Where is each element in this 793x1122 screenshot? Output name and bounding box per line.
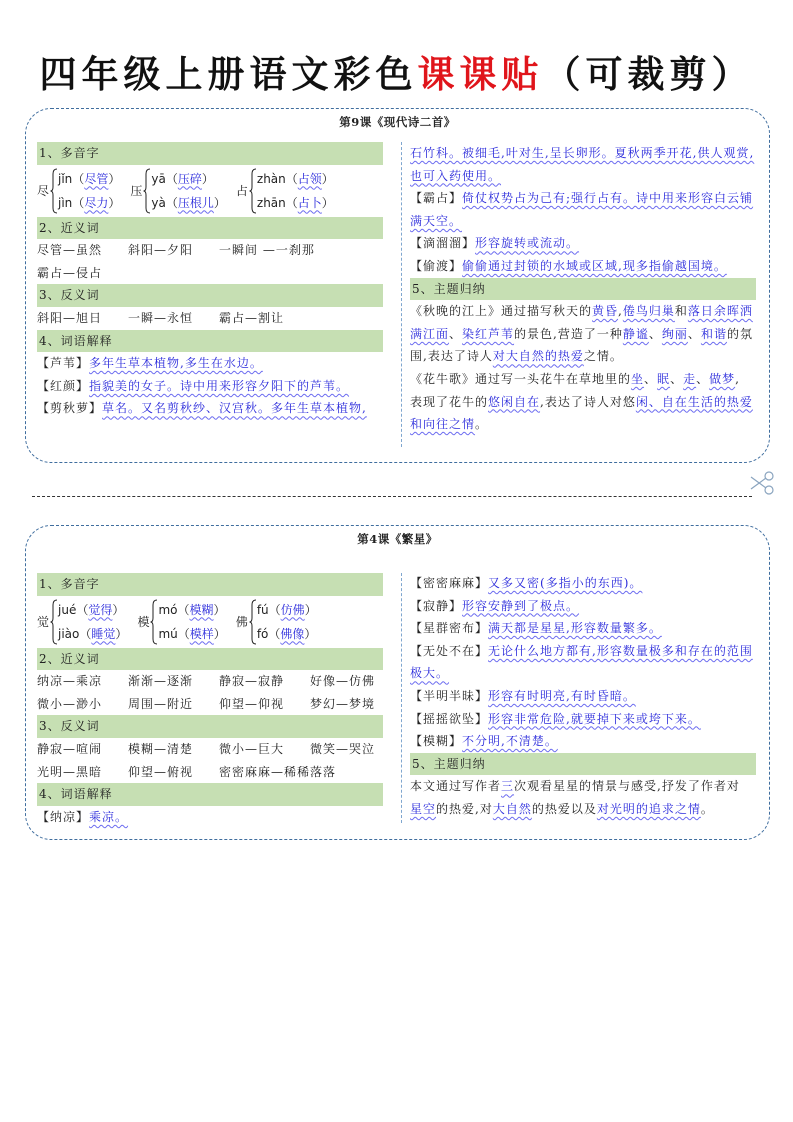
section-header: 2、近义词: [37, 648, 383, 671]
right-column: [410, 572, 756, 821]
section-header: 2、近义词: [37, 217, 383, 240]
reading: [257, 623, 317, 645]
lesson-card-9: [25, 108, 770, 463]
polyphone-char: 尽: [37, 184, 50, 199]
plain-text: ,: [618, 304, 623, 319]
lesson-card-4: [25, 525, 770, 840]
brace-icon: [249, 168, 257, 214]
right-column: [410, 142, 756, 436]
brace-icon: [150, 599, 158, 645]
reading: [151, 192, 226, 214]
text-line: [37, 738, 383, 761]
answer-text: 也可入药使用。: [410, 168, 502, 183]
text-line: [37, 693, 383, 716]
paren: ）: [115, 626, 128, 641]
paren: （: [72, 171, 85, 186]
text-line: [37, 397, 383, 420]
plain-text: 纳凉—乘凉 渐渐—逐渐 静寂—寂静 好像—仿佛: [37, 674, 376, 689]
text-line: [410, 165, 756, 188]
answer-text: 对光明的追求之情: [596, 801, 701, 816]
lesson-title: 第9课《现代诗二首》: [339, 115, 456, 129]
example-word: 觉得: [88, 602, 113, 617]
polyphone-group: [236, 168, 334, 214]
example-word: 占领: [297, 171, 322, 186]
reading: [58, 192, 120, 214]
example-word: 占卜: [297, 195, 322, 210]
text-line: [410, 708, 756, 731]
reading: [58, 599, 127, 621]
polyphone-group: [130, 168, 226, 214]
reading: [58, 168, 120, 190]
text-line: [410, 730, 756, 753]
paren: ）: [108, 171, 121, 186]
text-line: [410, 595, 756, 618]
pinyin: fú: [256, 602, 269, 617]
text-line: [37, 239, 383, 262]
text-line: [410, 617, 756, 640]
readings: [158, 599, 225, 645]
pinyin: zhān: [256, 195, 286, 210]
paren: （: [72, 195, 85, 210]
pinyin: zhàn: [256, 171, 286, 186]
paren: （: [285, 171, 298, 186]
paren: （: [79, 626, 92, 641]
answer-text: 绚丽: [661, 326, 688, 341]
plain-text: 。: [700, 801, 714, 816]
answer-text: 满江面: [410, 326, 450, 341]
plain-text: 【密密麻麻】: [410, 576, 489, 590]
polyphone-group: [236, 599, 317, 645]
example-word: 佛像: [280, 626, 305, 641]
answer-text: 偷偷通过封锁的水域或区域,现多指偷越国境。: [462, 258, 727, 273]
left-column: [37, 142, 383, 420]
plain-text: 的氛: [726, 326, 753, 341]
column-divider: [401, 142, 402, 447]
text-line: [37, 670, 383, 693]
paren: ）: [108, 195, 121, 210]
polyphone-char: 占: [235, 184, 248, 199]
section-header: 3、反义词: [37, 284, 383, 307]
polyphone-char: 觉: [37, 615, 50, 630]
answer-text: 大自然: [492, 801, 532, 816]
paren: ）: [213, 195, 226, 210]
text-line: [37, 262, 383, 285]
brace-icon: [50, 168, 58, 214]
readings: [58, 599, 127, 645]
text-line: [37, 761, 383, 784]
plain-text: 。: [475, 417, 489, 432]
paren: （: [177, 626, 190, 641]
plain-text: 斜阳—旭日 一瞬—永恒 霸占—割让: [37, 310, 285, 325]
plain-text: 本文通过写作者: [410, 779, 502, 794]
readings: [151, 168, 226, 214]
answer-text: 草名。又名剪秋纱、汉宫秋。多年生草本植物,: [102, 401, 367, 416]
section-header: 5、主题归纳: [410, 753, 756, 776]
page-title: [0, 44, 793, 98]
pinyin: mó: [158, 602, 178, 617]
example-word: 模糊: [189, 602, 214, 617]
column-divider: [401, 573, 402, 823]
plain-text: 【无处不在】: [410, 643, 489, 658]
plain-text: 表现了花牛的: [410, 394, 489, 409]
polyphone-group: [137, 599, 225, 645]
text-line: [410, 640, 756, 663]
paren: ）: [201, 171, 214, 186]
example-word: 仿佛: [280, 602, 305, 617]
answer-text: 形容安静到了极点。: [462, 598, 580, 613]
paren: （: [165, 195, 178, 210]
answer-text: 眠: [657, 371, 671, 386]
text-line: [410, 775, 756, 798]
polyphone-group: [37, 599, 127, 645]
text-line: [410, 391, 756, 414]
plain-text: 【芦苇】: [37, 356, 90, 371]
reading: [158, 623, 225, 645]
readings: [257, 599, 317, 645]
text-line: [410, 300, 756, 323]
plain-text: 、: [449, 326, 463, 341]
reading: [257, 599, 317, 621]
polyphone-char: 压: [130, 184, 143, 199]
answer-text: 又多又密(多指小的东西)。: [488, 576, 643, 590]
answer-text: 静谧: [622, 326, 649, 341]
plain-text: 【剪秋萝】: [37, 401, 103, 416]
text-line: [410, 413, 756, 436]
example-word: 尽力: [84, 195, 109, 210]
pinyin: yā: [151, 171, 166, 186]
reading: [151, 168, 226, 190]
example-word: 模样: [189, 626, 214, 641]
plain-text: 的热爱以及: [531, 801, 597, 816]
answer-text: 倦鸟归巢: [622, 304, 675, 319]
text-line: [410, 232, 756, 255]
reading: [257, 192, 334, 214]
paren: ）: [321, 195, 334, 210]
plain-text: ,: [735, 371, 740, 386]
plain-text: 【模糊】: [410, 734, 463, 749]
example-word: 睡觉: [91, 626, 116, 641]
brace-icon: [143, 168, 151, 214]
reading: [58, 623, 127, 645]
text-line: [410, 255, 756, 278]
plain-text: 、: [648, 326, 662, 341]
answer-text: 做梦: [709, 371, 736, 386]
plain-text: 、: [696, 371, 710, 386]
plain-text: 【星群密布】: [410, 621, 489, 636]
reading: [257, 168, 334, 190]
brace-icon: [249, 599, 257, 645]
text-line: [410, 685, 756, 708]
left-column: [37, 573, 383, 828]
paren: （: [177, 602, 190, 617]
text-line: [410, 662, 756, 685]
plain-text: 微小—渺小 周围—附近 仰望—仰视 梦幻—梦境: [37, 696, 376, 711]
text-line: [410, 798, 756, 821]
paren: ）: [304, 602, 317, 617]
example-word: 尽管: [84, 171, 109, 186]
polyphone-row: [37, 596, 383, 648]
polyphone-group: [37, 168, 120, 214]
answer-text: 不分明,不清楚。: [462, 734, 558, 749]
answer-text: 倚仗权势占为己有;强行占有。诗中用来形容白云铺: [462, 191, 754, 206]
plain-text: 【纳凉】: [37, 809, 90, 824]
answer-text: 形容非常危险,就要掉下来或垮下来。: [488, 711, 701, 726]
section-header: 4、词语解释: [37, 783, 383, 806]
section-header: 1、多音字: [37, 573, 383, 596]
pinyin: mú: [158, 626, 178, 641]
pinyin: jiào: [58, 626, 80, 641]
text-line: [410, 572, 756, 595]
paren: ）: [321, 171, 334, 186]
plain-text: 【滴溜溜】: [410, 236, 476, 251]
paren: ）: [213, 602, 226, 617]
plain-text: 《秋晚的江上》通过描写秋天的: [410, 304, 593, 319]
text-line: [37, 806, 383, 829]
plain-text: 【偷渡】: [410, 258, 463, 273]
plain-text: 次观看星星的情景与感受,抒发了作者对: [514, 779, 740, 794]
answer-text: 指貌美的女子。诗中用来形容夕阳下的芦苇。: [89, 378, 350, 393]
cut-line: [32, 496, 752, 497]
plain-text: 【红颜】: [37, 378, 90, 393]
text-line: [410, 187, 756, 210]
answer-text: 坐: [631, 371, 645, 386]
text-line: [410, 368, 756, 391]
text-line: [37, 375, 383, 398]
answer-text: 和谐: [700, 326, 727, 341]
example-word: 压根儿: [177, 195, 214, 210]
paren: ）: [304, 626, 317, 641]
readings: [58, 168, 120, 214]
pinyin: fó: [256, 626, 269, 641]
text-line: [410, 323, 756, 346]
section-header: 4、词语解释: [37, 330, 383, 353]
title-main: 四年级上册语文彩色: [39, 53, 418, 96]
paren: ）: [112, 602, 125, 617]
title-suffix: （可裁剪）: [543, 53, 754, 96]
pinyin: jìn: [58, 195, 73, 210]
section-header: 5、主题归纳: [410, 278, 756, 301]
plain-text: 和: [674, 304, 688, 319]
plain-text: 的热爱,对: [436, 801, 493, 816]
plain-text: 【霸占】: [410, 191, 463, 206]
text-line: [37, 352, 383, 375]
answer-text: 落日余晖洒: [687, 304, 753, 319]
answer-text: 染红芦苇: [462, 326, 515, 341]
text-line: [410, 142, 756, 165]
brace-icon: [50, 599, 58, 645]
answer-text: 黄昏: [592, 304, 619, 319]
plain-text: 围,表达了诗人: [410, 349, 493, 364]
text-line: [410, 210, 756, 233]
answer-text: 多年生草本植物,多生在水边。: [89, 356, 263, 371]
lesson-title: 第4课《繁星》: [357, 532, 438, 546]
answer-text: 三: [501, 779, 515, 794]
answer-text: 极大。: [410, 666, 450, 681]
answer-text: 闲、自在生活的热爱: [635, 394, 753, 409]
plain-text: 、: [687, 326, 701, 341]
text-line: [37, 307, 383, 330]
answer-text: 石竹科。被细毛,叶对生,呈长卵形。夏秋两季开花,供人观赏,: [410, 146, 755, 160]
plain-text: 、: [644, 371, 658, 386]
plain-text: 霸占—侵占: [37, 265, 103, 280]
title-highlight: 课课贴: [417, 53, 544, 96]
paren: ）: [213, 626, 226, 641]
plain-text: 之情。: [583, 349, 623, 364]
plain-text: ,表达了诗人对悠: [540, 394, 636, 409]
paren: （: [268, 626, 281, 641]
section-header: 1、多音字: [37, 142, 383, 165]
polyphone-char: 佛: [235, 615, 248, 630]
polyphone-row: [37, 165, 383, 217]
answer-text: 星空: [410, 801, 437, 816]
plain-text: 静寂—喧闹 模糊—清楚 微小—巨大 微笑—哭泣: [37, 741, 376, 756]
pinyin: jǐn: [58, 171, 73, 186]
polyphone-char: 模: [137, 615, 150, 630]
paren: （: [76, 602, 89, 617]
answer-text: 乘凉。: [89, 809, 129, 824]
scissors-icon: [748, 469, 776, 497]
plain-text: 光明—黑暗 仰望—俯视 密密麻麻—稀稀落落: [37, 764, 337, 779]
pinyin: jué: [58, 602, 77, 617]
plain-text: 【半明半昧】: [410, 688, 489, 703]
plain-text: 的景色,营造了一种: [514, 326, 623, 341]
answer-text: 形容旋转或流动。: [475, 236, 580, 251]
plain-text: 【寂静】: [410, 598, 463, 613]
plain-text: 、: [670, 371, 684, 386]
paren: （: [165, 171, 178, 186]
paren: （: [268, 602, 281, 617]
answer-text: 对大自然的热爱: [492, 349, 584, 364]
plain-text: 《花牛歌》通过写一头花牛在草地里的: [410, 371, 632, 386]
section-header: 3、反义词: [37, 715, 383, 738]
pinyin: yà: [151, 195, 166, 210]
answer-text: 走: [683, 371, 697, 386]
readings: [257, 168, 334, 214]
reading: [158, 599, 225, 621]
plain-text: 【摇摇欲坠】: [410, 711, 489, 726]
plain-text: 尽管—虽然 斜阳—夕阳 一瞬间 —一刹那: [37, 243, 315, 258]
answer-text: 形容有时明亮,有时昏暗。: [488, 688, 636, 703]
paren: （: [285, 195, 298, 210]
text-line: [410, 345, 756, 368]
answer-text: 悠闲自在: [488, 394, 541, 409]
answer-text: 满天都是星星,形容数量繁多。: [488, 621, 662, 636]
answer-text: 无论什么地方都有,形容数量极多和存在的范围: [488, 643, 753, 658]
answer-text: 满天空。: [410, 213, 463, 228]
answer-text: 和向往之情: [410, 417, 476, 432]
example-word: 压碎: [177, 171, 202, 186]
